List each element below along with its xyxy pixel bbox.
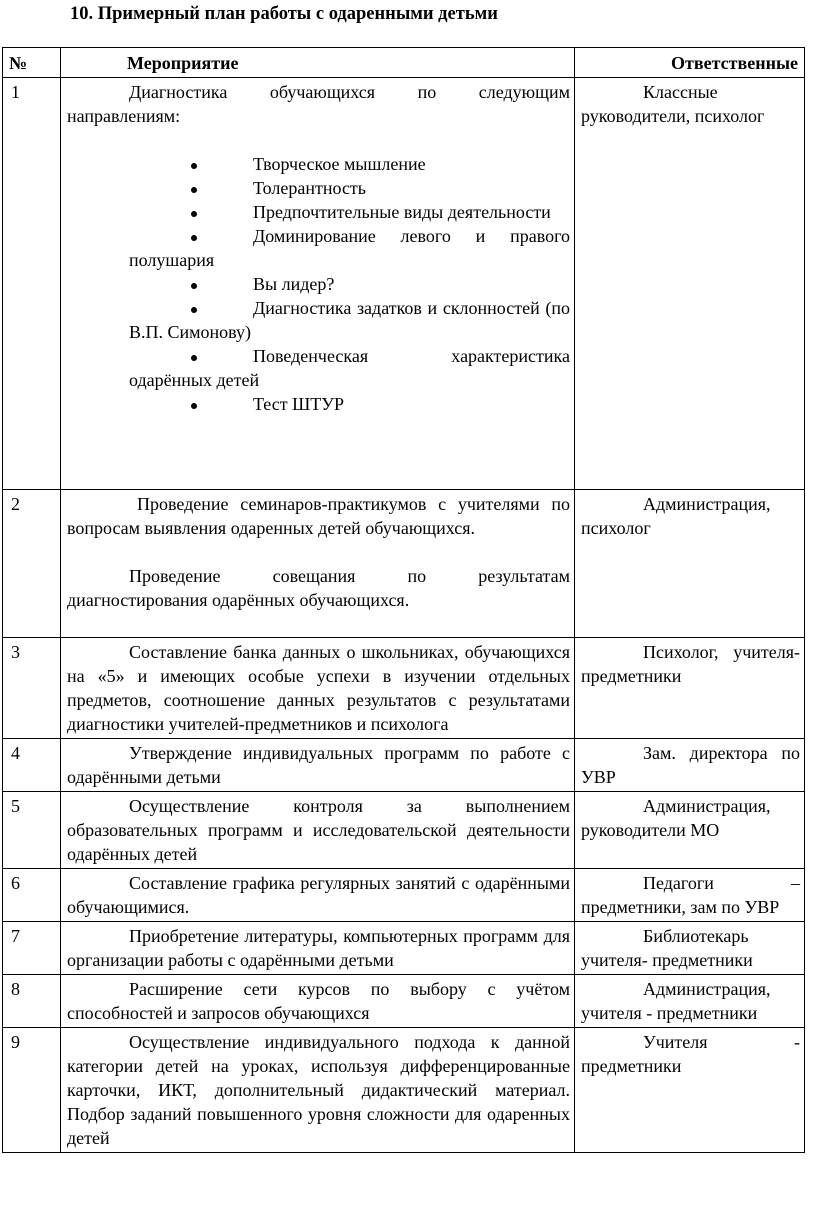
- responsible-cell: Зам. директора по УВР: [575, 739, 805, 792]
- event-cell: Приобретение литературы, компьютерных программ для организации работы с одарёнными детьми: [61, 922, 575, 975]
- event-intro: Диагностика обучающихся по следующим направлениям:: [67, 82, 570, 126]
- row-number: 9: [3, 1028, 61, 1153]
- list-item: Творческое мышление: [67, 152, 570, 176]
- bullet-icon: [191, 211, 197, 217]
- event-paragraph: Проведение совещания по результатам диагностирования одарённых обучающихся.: [67, 566, 570, 610]
- header-event: Мероприятие: [61, 48, 575, 78]
- row-number: 8: [3, 975, 61, 1028]
- responsible-cell: Учителя - предметники: [575, 1028, 805, 1153]
- list-item: Диагностика задатков и склонностей (по В.П. Симонову): [129, 298, 570, 342]
- table-row: [3, 490, 805, 638]
- header-number: №: [3, 48, 61, 78]
- bullet-icon: [191, 403, 197, 409]
- responsible-cell: Классные руководители, психолог: [575, 78, 805, 490]
- bullet-icon: [191, 283, 197, 289]
- list-item: Тест ШТУР: [67, 392, 570, 416]
- row-number: 1: [3, 78, 61, 490]
- table-row: [3, 78, 805, 490]
- table-row: [3, 638, 805, 739]
- responsible-cell: Библиотекарь учителя- предметники: [575, 922, 805, 975]
- work-plan-table: [2, 47, 805, 1153]
- row-number: 3: [3, 638, 61, 739]
- bullet-icon: [191, 235, 197, 241]
- row-number: 2: [3, 490, 61, 638]
- bullet-icon: [191, 163, 197, 169]
- responsible-cell: Администрация, психолог: [575, 490, 805, 638]
- event-cell: Осуществление контроля за выполнением образовательных программ и исследовательской деятельности одарённых детей: [61, 792, 575, 869]
- list-item: Поведенческая характеристика одарённых детей: [129, 346, 570, 390]
- event-cell: Составление банка данных о школьниках, обучающихся на «5» и имеющих особые успехи в изучении отдельных предметов, соотношение данных результатов с результатами диагностики учителей-предметников и психолога: [61, 638, 575, 739]
- list-item: Доминирование левого и правого полушария: [129, 226, 570, 270]
- bullet-icon: [191, 307, 197, 313]
- page-title: 10. Примерный план работы с одаренными детьми: [70, 4, 498, 24]
- responsible-cell: Психолог, учителя- предметники: [575, 638, 805, 739]
- list-item: Толерантность: [67, 176, 570, 200]
- event-cell: Расширение сети курсов по выбору с учётом способностей и запросов обучающихся: [61, 975, 575, 1028]
- list-item: Предпочтительные виды деятельности: [67, 200, 570, 224]
- table-header-row: [3, 48, 805, 78]
- row-number: 7: [3, 922, 61, 975]
- table-row: [3, 975, 805, 1028]
- table-row: [3, 792, 805, 869]
- event-cell: Утверждение индивидуальных программ по работе с одарёнными детьми: [61, 739, 575, 792]
- bullet-icon: [191, 187, 197, 193]
- row-number: 4: [3, 739, 61, 792]
- list-item: Вы лидер?: [67, 272, 570, 296]
- table-row: [3, 1028, 805, 1153]
- table-row: [3, 739, 805, 792]
- diagnostics-list: [67, 152, 570, 416]
- responsible-cell: Педагоги – предметники, зам по УВР: [575, 869, 805, 922]
- header-responsible: Ответственные: [575, 48, 805, 78]
- bullet-icon: [191, 355, 197, 361]
- responsible-cell: Администрация, учителя - предметники: [575, 975, 805, 1028]
- responsible-cell: Администрация, руководители МО: [575, 792, 805, 869]
- table-row: [3, 869, 805, 922]
- event-cell: Составление графика регулярных занятий с одарёнными обучающимися.: [61, 869, 575, 922]
- row-number: 5: [3, 792, 61, 869]
- table-row: [3, 922, 805, 975]
- event-cell: Осуществление индивидуального подхода к данной категории детей на уроках, используя дифференцированные карточки, ИКТ, дополнительный дидактический материал. Подбор заданий повышенного уровня сложности для одаренных детей: [61, 1028, 575, 1153]
- event-paragraph: Проведение семинаров-практикумов с учителями по вопросам выявления одаренных детей обучающихся.: [67, 494, 570, 538]
- event-cell: [61, 78, 575, 490]
- event-cell: [61, 490, 575, 638]
- row-number: 6: [3, 869, 61, 922]
